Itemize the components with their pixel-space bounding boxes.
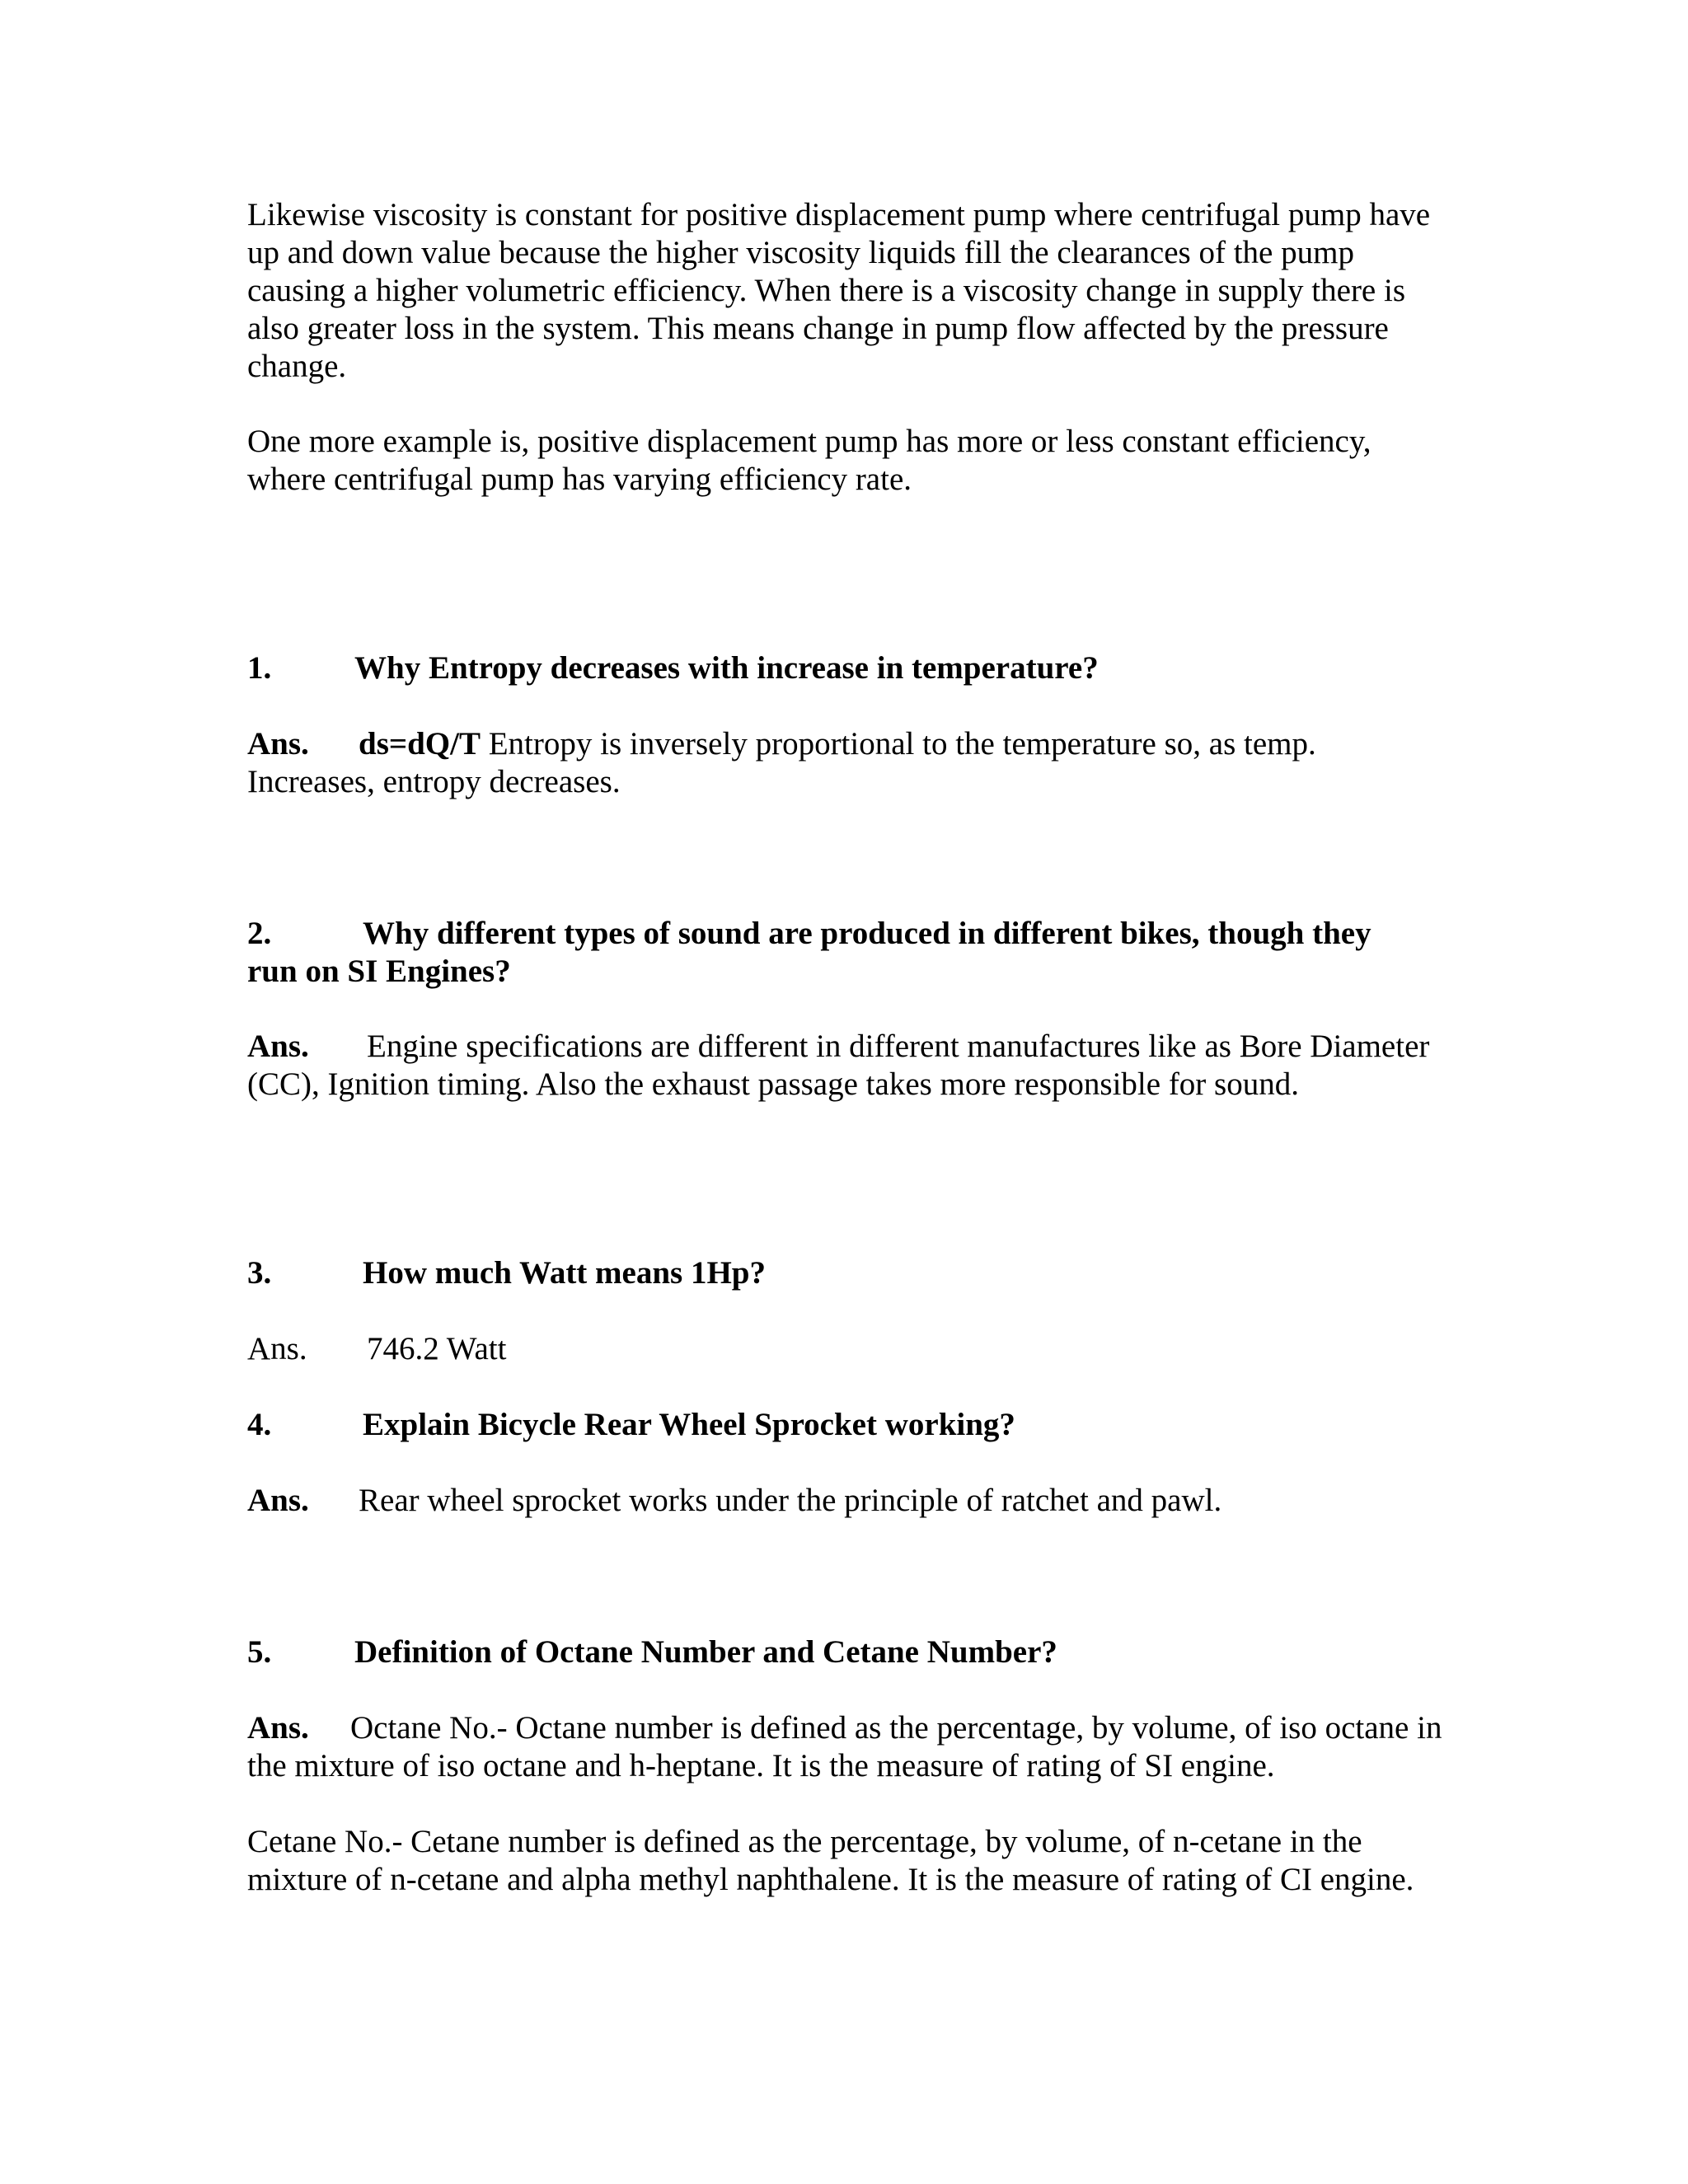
question-number: 3. [247,1255,272,1291]
question-number: 2. [247,916,272,951]
answer-label: Ans. [247,726,309,762]
answer-3 [247,1330,1451,1368]
answer-5-cetane: Cetane No.- Cetane number is defined as the percentage, by volume, of n-cetane in the mixture of n-cetane and alpha methyl naphthalene. It is the measure of rating of CI engine. [247,1824,1414,1897]
answer-label: Ans. [247,1710,309,1746]
document-page [247,0,1451,2184]
answer-5 [247,1709,1451,1785]
answer-text: Entropy is inversely proportional to the temperature so, as temp. Increases, entropy decreases. [247,726,1316,799]
answer-text: Octane No.- Octane number is defined as the percentage, by volume, of iso octane in the mixture of iso octane and h-heptane. It is the measure of rating of SI engine. [247,1710,1442,1783]
intro-paragraph-1: Likewise viscosity is constant for positive displacement pump where centrifugal pump have up and down value because the higher viscosity liquids fill the clearances of the pump causing a higher volumetric efficiency. When there is a viscosity change in supply there is also greater loss in the system. This means change in pump flow affected by the pressure change. [247,197,1431,384]
question-text: How much Watt means 1Hp? [363,1255,766,1291]
answer-text: Rear wheel sprocket works under the principle of ratchet and pawl. [359,1483,1222,1518]
answer-1 [247,725,1434,801]
question-2 [247,915,1451,991]
question-number: 1. [247,650,272,686]
answer-2 [247,1028,1434,1104]
intro-paragraph-2: One more example is, positive displacement pump has more or less constant efficiency, where centrifugal pump has varying efficiency rate. [247,424,1372,497]
answer-formula: ds=dQ/T [359,726,481,762]
question-4 [247,1406,1451,1444]
answer-label: Ans. [247,1483,309,1518]
question-text: Definition of Octane Number and Cetane Number? [354,1634,1057,1670]
question-1 [247,649,1451,687]
question-text-line-1: Why different types of sound are produced in different bikes, though they [363,916,1372,951]
question-5 [247,1633,1451,1671]
answer-4 [247,1482,1451,1520]
question-text: Why Entropy decreases with increase in temperature? [354,650,1099,686]
answer-label: Ans. [247,1331,307,1366]
answer-text: 746.2 Watt [367,1331,507,1366]
question-3 [247,1254,1451,1292]
question-text: Explain Bicycle Rear Wheel Sprocket working? [363,1407,1015,1442]
answer-text: Engine specifications are different in different manufactures like as Bore Diameter (CC), Ignition timing. Also the exhaust passage takes more responsible for sound. [247,1029,1430,1102]
question-number: 5. [247,1634,272,1670]
question-number: 4. [247,1407,272,1442]
answer-label: Ans. [247,1029,309,1064]
question-text-line-2: run on SI Engines? [247,954,511,989]
